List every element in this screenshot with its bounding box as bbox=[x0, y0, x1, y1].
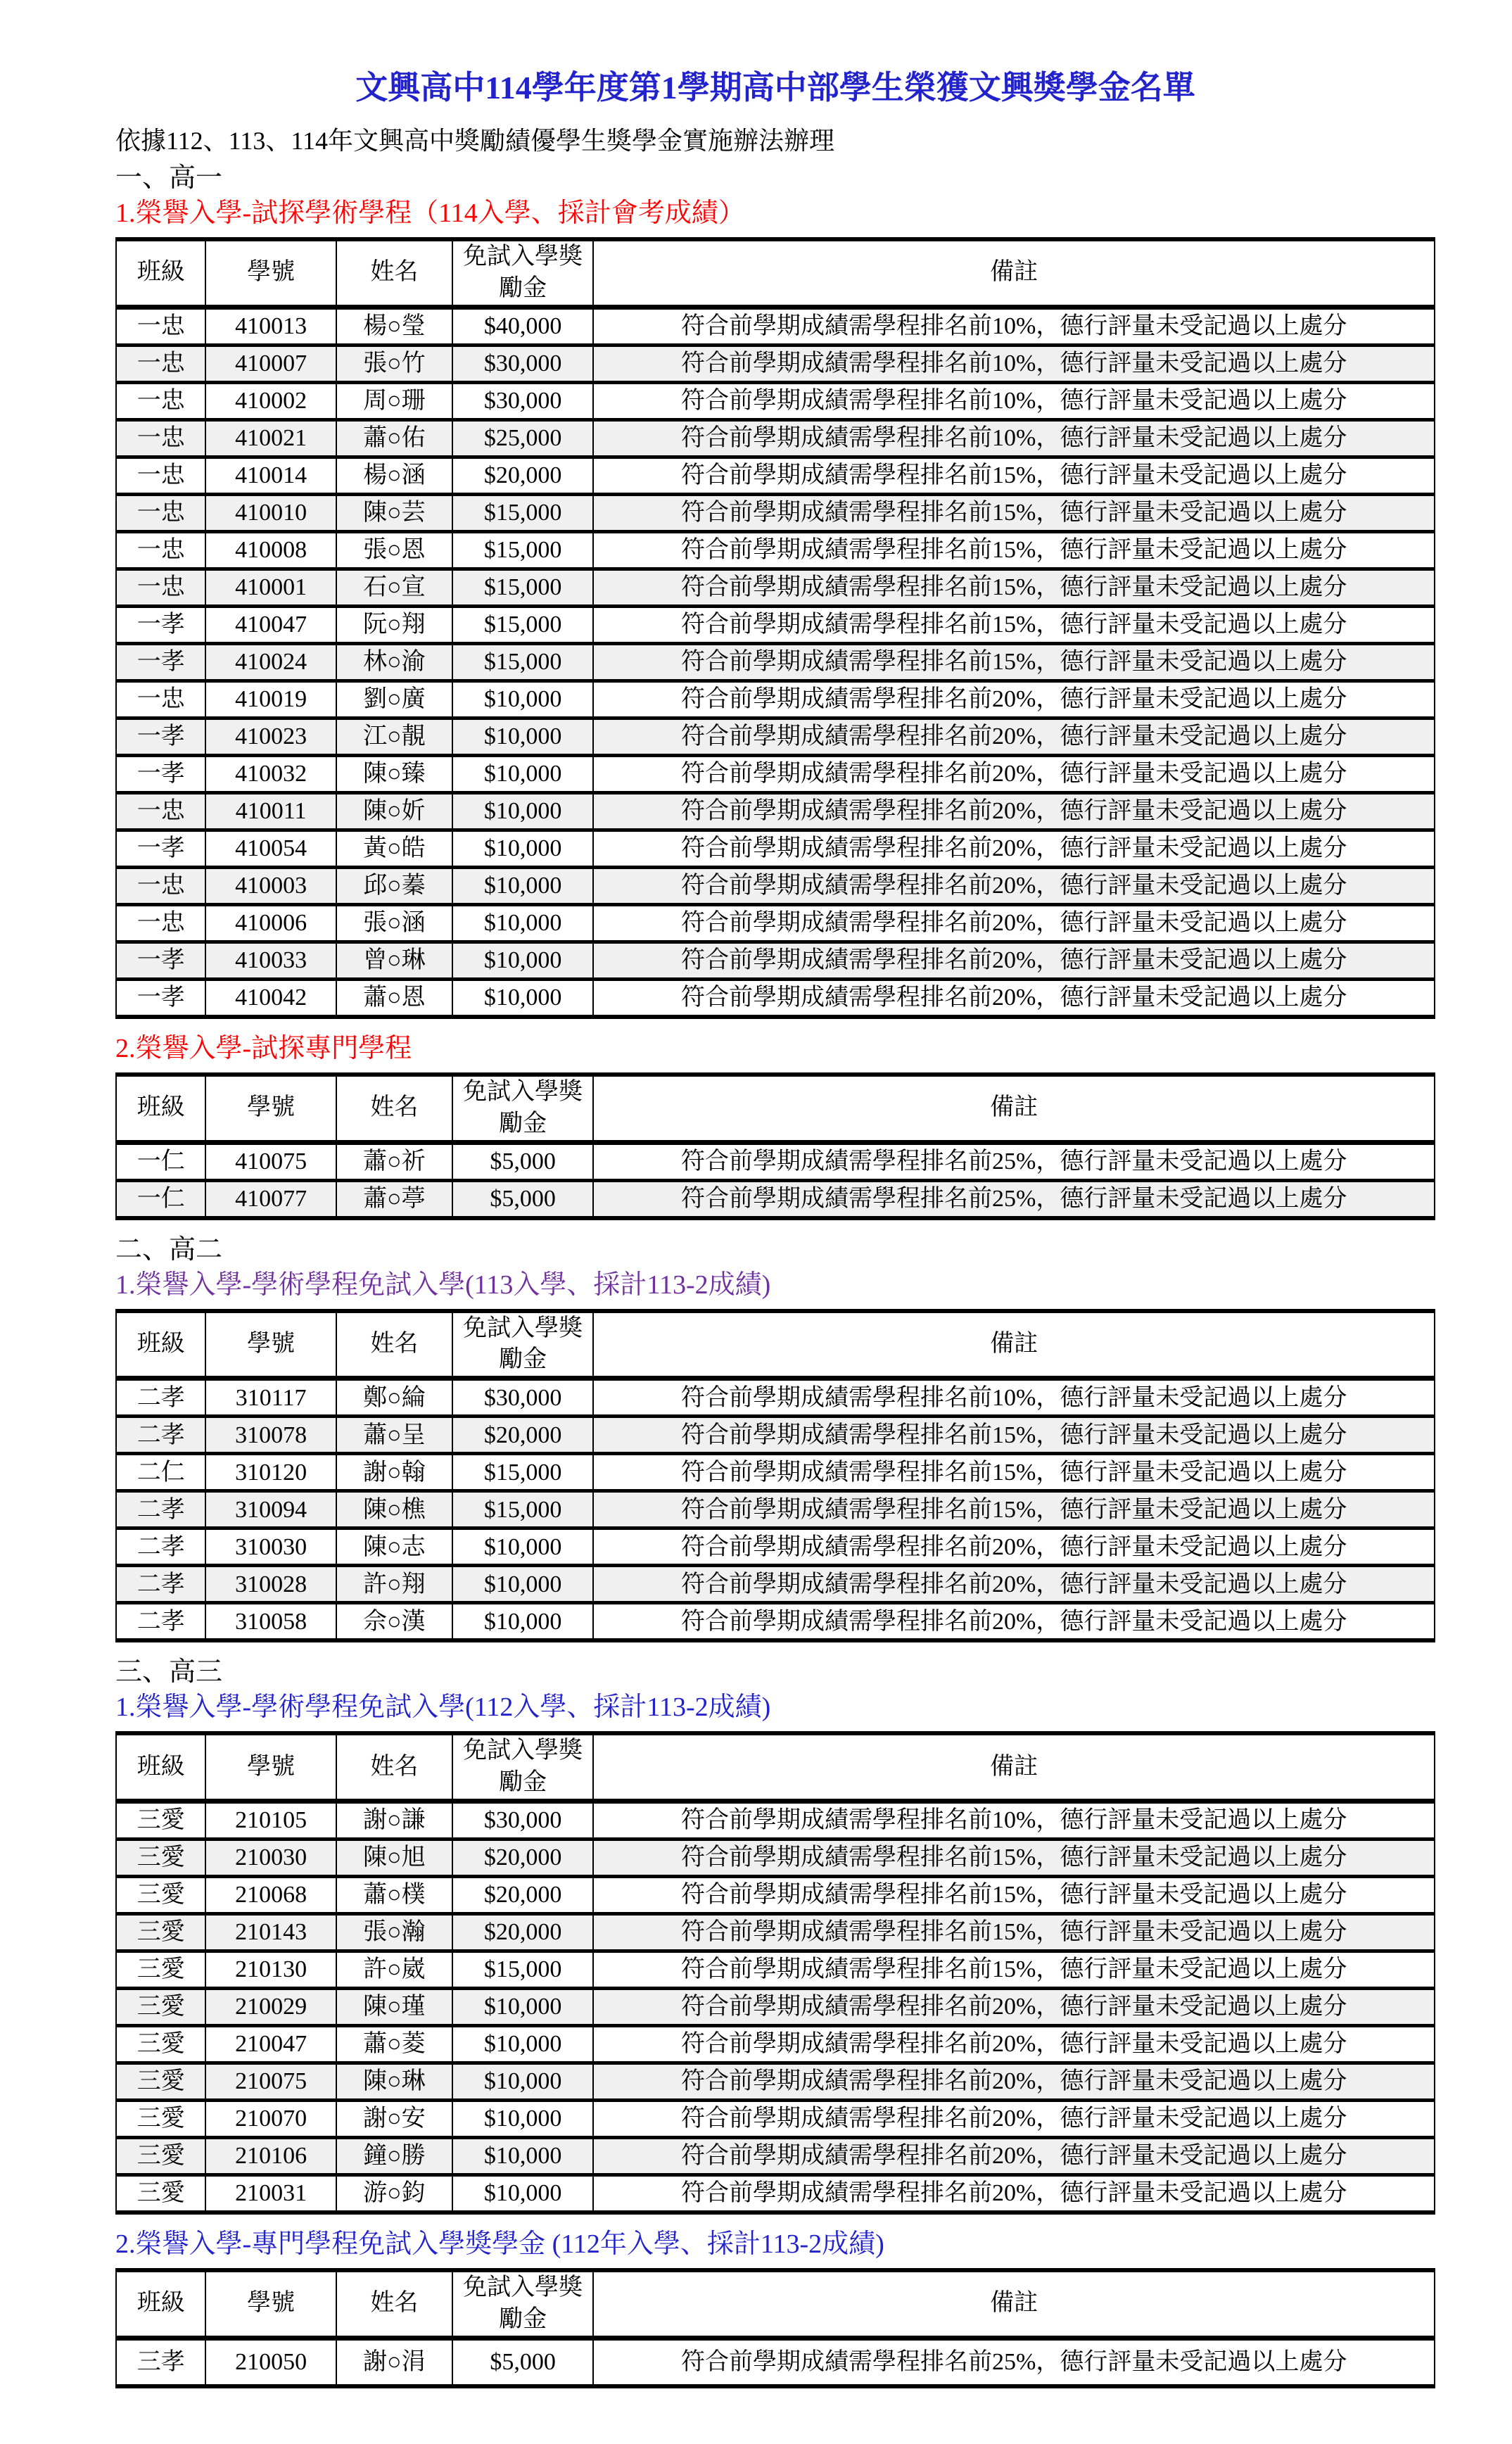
subsection-heading: 2.榮譽入學-專門學程免試入學獎學金 (112年入學、採計113-2成績) bbox=[115, 2229, 884, 2259]
column-header: 班級 bbox=[116, 1075, 205, 1142]
amount-cell: $25,000 bbox=[452, 419, 594, 457]
remark-cell: 符合前學期成績需學程排名前15%，德行評量未受記過以上處分 bbox=[593, 569, 1435, 606]
class-cell: 一忠 bbox=[116, 307, 205, 345]
remark-cell: 符合前學期成績需學程排名前20%，德行評量未受記過以上處分 bbox=[593, 1989, 1435, 2026]
class-cell: 三愛 bbox=[116, 1802, 205, 1840]
name-cell: 張○瀚 bbox=[336, 1914, 452, 1951]
remark-cell: 符合前學期成績需學程排名前25%，德行評量未受記過以上處分 bbox=[593, 1142, 1435, 1180]
class-cell: 一孝 bbox=[116, 942, 205, 979]
table-row bbox=[116, 569, 1435, 606]
scholarship-subsection bbox=[115, 196, 1435, 1019]
student-id-cell: 410011 bbox=[205, 792, 336, 830]
table-row bbox=[116, 1180, 1435, 1218]
remark-cell: 符合前學期成績需學程排名前10%，德行評量未受記過以上處分 bbox=[593, 307, 1435, 345]
table-header-row bbox=[116, 1075, 1435, 1142]
class-cell: 一孝 bbox=[116, 718, 205, 755]
name-cell: 江○靚 bbox=[336, 718, 452, 755]
class-cell: 一忠 bbox=[116, 569, 205, 606]
table-header-row bbox=[116, 1733, 1435, 1801]
subsection-heading: 2.榮譽入學-試探專門學程 bbox=[115, 1033, 412, 1063]
name-cell: 鄭○綸 bbox=[336, 1379, 452, 1417]
class-cell: 三愛 bbox=[116, 2175, 205, 2213]
class-cell: 三愛 bbox=[116, 1951, 205, 1989]
table-row bbox=[116, 2101, 1435, 2138]
student-id-cell: 210105 bbox=[205, 1802, 336, 1840]
table-row bbox=[116, 382, 1435, 419]
amount-cell: $15,000 bbox=[452, 643, 594, 680]
amount-cell: $20,000 bbox=[452, 457, 594, 494]
column-header: 備註 bbox=[593, 1311, 1435, 1379]
amount-cell: $10,000 bbox=[452, 830, 594, 867]
name-cell: 謝○翰 bbox=[336, 1454, 452, 1491]
column-header: 備註 bbox=[593, 239, 1435, 307]
table-row bbox=[116, 1566, 1435, 1603]
column-header: 學號 bbox=[205, 2270, 336, 2338]
table-row bbox=[116, 2175, 1435, 2213]
column-header: 學號 bbox=[205, 1311, 336, 1379]
remark-cell: 符合前學期成績需學程排名前10%，德行評量未受記過以上處分 bbox=[593, 1379, 1435, 1417]
remark-cell: 符合前學期成績需學程排名前10%，德行評量未受記過以上處分 bbox=[593, 1802, 1435, 1840]
student-id-cell: 410021 bbox=[205, 419, 336, 457]
grade-section bbox=[115, 161, 1435, 1220]
name-cell: 許○崴 bbox=[336, 1951, 452, 1989]
name-cell: 蕭○呈 bbox=[336, 1417, 452, 1454]
student-id-cell: 410014 bbox=[205, 457, 336, 494]
class-cell: 三愛 bbox=[116, 2026, 205, 2063]
amount-cell: $15,000 bbox=[452, 606, 594, 643]
remark-cell: 符合前學期成績需學程排名前15%，德行評量未受記過以上處分 bbox=[593, 1840, 1435, 1877]
class-cell: 三愛 bbox=[116, 1877, 205, 1914]
name-cell: 張○涵 bbox=[336, 904, 452, 942]
amount-cell: $20,000 bbox=[452, 1417, 594, 1454]
student-id-cell: 210075 bbox=[205, 2063, 336, 2101]
scholarship-table bbox=[115, 1731, 1435, 2215]
column-header: 姓名 bbox=[336, 1733, 452, 1801]
class-cell: 一忠 bbox=[116, 494, 205, 531]
name-cell: 蕭○佑 bbox=[336, 419, 452, 457]
class-cell: 二孝 bbox=[116, 1417, 205, 1454]
remark-cell: 符合前學期成績需學程排名前20%，德行評量未受記過以上處分 bbox=[593, 942, 1435, 979]
table-body bbox=[116, 307, 1435, 1017]
remark-cell: 符合前學期成績需學程排名前15%，德行評量未受記過以上處分 bbox=[593, 494, 1435, 531]
amount-cell: $10,000 bbox=[452, 2175, 594, 2213]
amount-cell: $10,000 bbox=[452, 1528, 594, 1566]
amount-cell: $20,000 bbox=[452, 1840, 594, 1877]
remark-cell: 符合前學期成績需學程排名前15%，德行評量未受記過以上處分 bbox=[593, 457, 1435, 494]
student-id-cell: 410077 bbox=[205, 1180, 336, 1218]
student-id-cell: 210029 bbox=[205, 1989, 336, 2026]
name-cell: 陳○琳 bbox=[336, 2063, 452, 2101]
column-header: 免試入學獎勵金 bbox=[452, 239, 594, 307]
column-header: 學號 bbox=[205, 1075, 336, 1142]
table-row bbox=[116, 1454, 1435, 1491]
table-row bbox=[116, 531, 1435, 569]
amount-cell: $10,000 bbox=[452, 2026, 594, 2063]
amount-cell: $30,000 bbox=[452, 345, 594, 382]
table-row bbox=[116, 1802, 1435, 1840]
amount-cell: $20,000 bbox=[452, 1877, 594, 1914]
name-cell: 陳○樵 bbox=[336, 1491, 452, 1528]
table-header-row bbox=[116, 239, 1435, 307]
remark-cell: 符合前學期成績需學程排名前20%，德行評量未受記過以上處分 bbox=[593, 792, 1435, 830]
name-cell: 張○竹 bbox=[336, 345, 452, 382]
class-cell: 一忠 bbox=[116, 345, 205, 382]
name-cell: 鐘○勝 bbox=[336, 2138, 452, 2175]
column-header: 備註 bbox=[593, 1075, 1435, 1142]
amount-cell: $10,000 bbox=[452, 755, 594, 792]
amount-cell: $30,000 bbox=[452, 1379, 594, 1417]
student-id-cell: 310058 bbox=[205, 1603, 336, 1641]
table-row bbox=[116, 867, 1435, 904]
name-cell: 張○恩 bbox=[336, 531, 452, 569]
class-cell: 三愛 bbox=[116, 1989, 205, 2026]
remark-cell: 符合前學期成績需學程排名前15%，德行評量未受記過以上處分 bbox=[593, 531, 1435, 569]
class-cell: 一忠 bbox=[116, 867, 205, 904]
name-cell: 蕭○菱 bbox=[336, 2026, 452, 2063]
table-row bbox=[116, 904, 1435, 942]
column-header: 備註 bbox=[593, 1733, 1435, 1801]
amount-cell: $15,000 bbox=[452, 569, 594, 606]
column-header: 姓名 bbox=[336, 1311, 452, 1379]
amount-cell: $10,000 bbox=[452, 718, 594, 755]
amount-cell: $5,000 bbox=[452, 1142, 594, 1180]
name-cell: 蕭○祈 bbox=[336, 1142, 452, 1180]
name-cell: 蕭○葶 bbox=[336, 1180, 452, 1218]
student-id-cell: 210130 bbox=[205, 1951, 336, 1989]
student-id-cell: 210030 bbox=[205, 1840, 336, 1877]
column-header: 姓名 bbox=[336, 239, 452, 307]
remark-cell: 符合前學期成績需學程排名前25%，德行評量未受記過以上處分 bbox=[593, 2338, 1435, 2386]
student-id-cell: 310117 bbox=[205, 1379, 336, 1417]
amount-cell: $30,000 bbox=[452, 382, 594, 419]
name-cell: 石○宣 bbox=[336, 569, 452, 606]
class-cell: 一孝 bbox=[116, 643, 205, 680]
table-body bbox=[116, 1802, 1435, 2213]
column-header: 學號 bbox=[205, 1733, 336, 1801]
student-id-cell: 410003 bbox=[205, 867, 336, 904]
amount-cell: $10,000 bbox=[452, 867, 594, 904]
remark-cell: 符合前學期成績需學程排名前20%，德行評量未受記過以上處分 bbox=[593, 1566, 1435, 1603]
student-id-cell: 210068 bbox=[205, 1877, 336, 1914]
column-header: 備註 bbox=[593, 2270, 1435, 2338]
remark-cell: 符合前學期成績需學程排名前20%，德行評量未受記過以上處分 bbox=[593, 2138, 1435, 2175]
grade-section bbox=[115, 1233, 1435, 1643]
table-row bbox=[116, 1491, 1435, 1528]
amount-cell: $10,000 bbox=[452, 2101, 594, 2138]
name-cell: 楊○涵 bbox=[336, 457, 452, 494]
class-cell: 一忠 bbox=[116, 792, 205, 830]
student-id-cell: 410006 bbox=[205, 904, 336, 942]
student-id-cell: 410033 bbox=[205, 942, 336, 979]
class-cell: 一忠 bbox=[116, 419, 205, 457]
scholarship-subsection bbox=[115, 1690, 1435, 2215]
table-row bbox=[116, 419, 1435, 457]
remark-cell: 符合前學期成績需學程排名前15%，德行評量未受記過以上處分 bbox=[593, 1914, 1435, 1951]
amount-cell: $10,000 bbox=[452, 792, 594, 830]
class-cell: 三愛 bbox=[116, 2063, 205, 2101]
column-header: 免試入學獎勵金 bbox=[452, 2270, 594, 2338]
section-heading: 一、高一 bbox=[115, 163, 223, 193]
table-row bbox=[116, 1142, 1435, 1180]
name-cell: 陳○臻 bbox=[336, 755, 452, 792]
column-header: 班級 bbox=[116, 2270, 205, 2338]
student-id-cell: 410024 bbox=[205, 643, 336, 680]
table-row bbox=[116, 830, 1435, 867]
class-cell: 一忠 bbox=[116, 680, 205, 718]
student-id-cell: 410023 bbox=[205, 718, 336, 755]
subsection-heading: 1.榮譽入學-學術學程免試入學(112入學、採計113-2成績) bbox=[115, 1692, 771, 1723]
student-id-cell: 310028 bbox=[205, 1566, 336, 1603]
class-cell: 三愛 bbox=[116, 2101, 205, 2138]
class-cell: 三孝 bbox=[116, 2338, 205, 2386]
scholarship-table bbox=[115, 2268, 1435, 2388]
name-cell: 楊○瑩 bbox=[336, 307, 452, 345]
name-cell: 蕭○樸 bbox=[336, 1877, 452, 1914]
amount-cell: $15,000 bbox=[452, 1491, 594, 1528]
amount-cell: $10,000 bbox=[452, 904, 594, 942]
remark-cell: 符合前學期成績需學程排名前15%，德行評量未受記過以上處分 bbox=[593, 643, 1435, 680]
table-body bbox=[116, 1142, 1435, 1218]
scholarship-table bbox=[115, 1072, 1435, 1220]
name-cell: 周○珊 bbox=[336, 382, 452, 419]
student-id-cell: 210106 bbox=[205, 2138, 336, 2175]
page-title: 文興高中114學年度第1學期高中部學生榮獲文興獎學金名單 bbox=[355, 70, 1195, 106]
class-cell: 一仁 bbox=[116, 1180, 205, 1218]
student-id-cell: 410075 bbox=[205, 1142, 336, 1180]
student-id-cell: 410013 bbox=[205, 307, 336, 345]
table-row bbox=[116, 2338, 1435, 2386]
class-cell: 二孝 bbox=[116, 1379, 205, 1417]
student-id-cell: 410002 bbox=[205, 382, 336, 419]
name-cell: 謝○謙 bbox=[336, 1802, 452, 1840]
table-row bbox=[116, 979, 1435, 1017]
name-cell: 蕭○恩 bbox=[336, 979, 452, 1017]
name-cell: 陳○妡 bbox=[336, 792, 452, 830]
amount-cell: $15,000 bbox=[452, 1951, 594, 1989]
name-cell: 謝○涓 bbox=[336, 2338, 452, 2386]
grade-section bbox=[115, 1655, 1435, 2388]
name-cell: 曾○琳 bbox=[336, 942, 452, 979]
amount-cell: $15,000 bbox=[452, 494, 594, 531]
table-body bbox=[116, 1379, 1435, 1641]
student-id-cell: 210070 bbox=[205, 2101, 336, 2138]
student-id-cell: 410047 bbox=[205, 606, 336, 643]
section-heading: 二、高二 bbox=[115, 1234, 223, 1265]
table-row bbox=[116, 2138, 1435, 2175]
table-row bbox=[116, 1840, 1435, 1877]
remark-cell: 符合前學期成績需學程排名前20%，德行評量未受記過以上處分 bbox=[593, 718, 1435, 755]
class-cell: 二仁 bbox=[116, 1454, 205, 1491]
table-row bbox=[116, 792, 1435, 830]
class-cell: 一仁 bbox=[116, 1142, 205, 1180]
class-cell: 一忠 bbox=[116, 531, 205, 569]
column-header: 班級 bbox=[116, 1311, 205, 1379]
name-cell: 陳○瑾 bbox=[336, 1989, 452, 2026]
scholarship-subsection bbox=[115, 1032, 1435, 1220]
remark-cell: 符合前學期成績需學程排名前20%，德行評量未受記過以上處分 bbox=[593, 1603, 1435, 1641]
column-header: 學號 bbox=[205, 239, 336, 307]
name-cell: 陳○芸 bbox=[336, 494, 452, 531]
class-cell: 二孝 bbox=[116, 1528, 205, 1566]
intro-text: 依據112、113、114年文興高中獎勵績優學生獎學金實施辦法辦理 bbox=[115, 127, 834, 155]
table-row bbox=[116, 494, 1435, 531]
scholarship-table bbox=[115, 1309, 1435, 1643]
student-id-cell: 410019 bbox=[205, 680, 336, 718]
amount-cell: $10,000 bbox=[452, 1989, 594, 2026]
remark-cell: 符合前學期成績需學程排名前20%，德行評量未受記過以上處分 bbox=[593, 2101, 1435, 2138]
name-cell: 黃○皓 bbox=[336, 830, 452, 867]
sections-container bbox=[115, 161, 1435, 2388]
student-id-cell: 310030 bbox=[205, 1528, 336, 1566]
table-row bbox=[116, 643, 1435, 680]
student-id-cell: 410001 bbox=[205, 569, 336, 606]
name-cell: 陳○旭 bbox=[336, 1840, 452, 1877]
table-row bbox=[116, 718, 1435, 755]
column-header: 免試入學獎勵金 bbox=[452, 1733, 594, 1801]
remark-cell: 符合前學期成績需學程排名前20%，德行評量未受記過以上處分 bbox=[593, 680, 1435, 718]
table-header-row bbox=[116, 2270, 1435, 2338]
name-cell: 阮○翔 bbox=[336, 606, 452, 643]
class-cell: 一孝 bbox=[116, 979, 205, 1017]
remark-cell: 符合前學期成績需學程排名前15%，德行評量未受記過以上處分 bbox=[593, 606, 1435, 643]
amount-cell: $10,000 bbox=[452, 2063, 594, 2101]
class-cell: 二孝 bbox=[116, 1491, 205, 1528]
amount-cell: $10,000 bbox=[452, 942, 594, 979]
remark-cell: 符合前學期成績需學程排名前20%，德行評量未受記過以上處分 bbox=[593, 755, 1435, 792]
table-row bbox=[116, 1528, 1435, 1566]
class-cell: 一忠 bbox=[116, 904, 205, 942]
table-row bbox=[116, 1989, 1435, 2026]
amount-cell: $30,000 bbox=[452, 1802, 594, 1840]
remark-cell: 符合前學期成績需學程排名前20%，德行評量未受記過以上處分 bbox=[593, 830, 1435, 867]
remark-cell: 符合前學期成績需學程排名前20%，德行評量未受記過以上處分 bbox=[593, 2026, 1435, 2063]
name-cell: 游○鈞 bbox=[336, 2175, 452, 2213]
table-row bbox=[116, 1379, 1435, 1417]
name-cell: 邱○蓁 bbox=[336, 867, 452, 904]
column-header: 姓名 bbox=[336, 2270, 452, 2338]
class-cell: 三愛 bbox=[116, 2138, 205, 2175]
remark-cell: 符合前學期成績需學程排名前20%，德行評量未受記過以上處分 bbox=[593, 867, 1435, 904]
student-id-cell: 310078 bbox=[205, 1417, 336, 1454]
subsection-heading: 1.榮譽入學-學術學程免試入學(113入學、採計113-2成績) bbox=[115, 1270, 771, 1300]
column-header: 姓名 bbox=[336, 1075, 452, 1142]
class-cell: 一孝 bbox=[116, 755, 205, 792]
student-id-cell: 410007 bbox=[205, 345, 336, 382]
remark-cell: 符合前學期成績需學程排名前10%，德行評量未受記過以上處分 bbox=[593, 419, 1435, 457]
remark-cell: 符合前學期成績需學程排名前20%，德行評量未受記過以上處分 bbox=[593, 2063, 1435, 2101]
table-row bbox=[116, 2026, 1435, 2063]
name-cell: 謝○安 bbox=[336, 2101, 452, 2138]
student-id-cell: 410042 bbox=[205, 979, 336, 1017]
table-row bbox=[116, 1914, 1435, 1951]
table-row bbox=[116, 1877, 1435, 1914]
amount-cell: $10,000 bbox=[452, 2138, 594, 2175]
table-row bbox=[116, 457, 1435, 494]
column-header: 免試入學獎勵金 bbox=[452, 1075, 594, 1142]
amount-cell: $10,000 bbox=[452, 979, 594, 1017]
name-cell: 林○渝 bbox=[336, 643, 452, 680]
student-id-cell: 410054 bbox=[205, 830, 336, 867]
amount-cell: $15,000 bbox=[452, 531, 594, 569]
student-id-cell: 210031 bbox=[205, 2175, 336, 2213]
name-cell: 佘○漢 bbox=[336, 1603, 452, 1641]
name-cell: 劉○廣 bbox=[336, 680, 452, 718]
student-id-cell: 310120 bbox=[205, 1454, 336, 1491]
table-row bbox=[116, 680, 1435, 718]
table-row bbox=[116, 606, 1435, 643]
amount-cell: $20,000 bbox=[452, 1914, 594, 1951]
table-row bbox=[116, 1951, 1435, 1989]
student-id-cell: 210047 bbox=[205, 2026, 336, 2063]
amount-cell: $15,000 bbox=[452, 1454, 594, 1491]
student-id-cell: 310094 bbox=[205, 1491, 336, 1528]
student-id-cell: 410008 bbox=[205, 531, 336, 569]
student-id-cell: 410010 bbox=[205, 494, 336, 531]
table-row bbox=[116, 755, 1435, 792]
column-header: 免試入學獎勵金 bbox=[452, 1311, 594, 1379]
scholarship-table bbox=[115, 237, 1435, 1019]
table-row bbox=[116, 1603, 1435, 1641]
table-row bbox=[116, 2063, 1435, 2101]
table-row bbox=[116, 942, 1435, 979]
remark-cell: 符合前學期成績需學程排名前15%，德行評量未受記過以上處分 bbox=[593, 1951, 1435, 1989]
scholarship-subsection bbox=[115, 1268, 1435, 1643]
class-cell: 二孝 bbox=[116, 1566, 205, 1603]
class-cell: 一忠 bbox=[116, 382, 205, 419]
name-cell: 陳○志 bbox=[336, 1528, 452, 1566]
remark-cell: 符合前學期成績需學程排名前15%，德行評量未受記過以上處分 bbox=[593, 1877, 1435, 1914]
amount-cell: $10,000 bbox=[452, 1566, 594, 1603]
student-id-cell: 410032 bbox=[205, 755, 336, 792]
amount-cell: $5,000 bbox=[452, 2338, 594, 2386]
remark-cell: 符合前學期成績需學程排名前25%，德行評量未受記過以上處分 bbox=[593, 1180, 1435, 1218]
remark-cell: 符合前學期成績需學程排名前10%，德行評量未受記過以上處分 bbox=[593, 345, 1435, 382]
column-header: 班級 bbox=[116, 239, 205, 307]
class-cell: 一忠 bbox=[116, 457, 205, 494]
remark-cell: 符合前學期成績需學程排名前20%，德行評量未受記過以上處分 bbox=[593, 904, 1435, 942]
class-cell: 三愛 bbox=[116, 1840, 205, 1877]
table-row bbox=[116, 1417, 1435, 1454]
amount-cell: $10,000 bbox=[452, 680, 594, 718]
remark-cell: 符合前學期成績需學程排名前15%，德行評量未受記過以上處分 bbox=[593, 1491, 1435, 1528]
scholarship-subsection bbox=[115, 2227, 1435, 2388]
student-id-cell: 210143 bbox=[205, 1914, 336, 1951]
table-body bbox=[116, 2338, 1435, 2386]
class-cell: 一孝 bbox=[116, 830, 205, 867]
class-cell: 一孝 bbox=[116, 606, 205, 643]
table-header-row bbox=[116, 1311, 1435, 1379]
remark-cell: 符合前學期成績需學程排名前20%，德行評量未受記過以上處分 bbox=[593, 979, 1435, 1017]
remark-cell: 符合前學期成績需學程排名前15%，德行評量未受記過以上處分 bbox=[593, 1454, 1435, 1491]
remark-cell: 符合前學期成績需學程排名前20%，德行評量未受記過以上處分 bbox=[593, 1528, 1435, 1566]
table-row bbox=[116, 345, 1435, 382]
column-header: 班級 bbox=[116, 1733, 205, 1801]
section-heading: 三、高三 bbox=[115, 1657, 223, 1688]
table-row bbox=[116, 307, 1435, 345]
subsection-heading: 1.榮譽入學-試探學術學程（114入學、採計會考成績） bbox=[115, 198, 745, 228]
amount-cell: $10,000 bbox=[452, 1603, 594, 1641]
name-cell: 許○翔 bbox=[336, 1566, 452, 1603]
amount-cell: $40,000 bbox=[452, 307, 594, 345]
remark-cell: 符合前學期成績需學程排名前20%，德行評量未受記過以上處分 bbox=[593, 2175, 1435, 2213]
student-id-cell: 210050 bbox=[205, 2338, 336, 2386]
class-cell: 二孝 bbox=[116, 1603, 205, 1641]
class-cell: 三愛 bbox=[116, 1914, 205, 1951]
remark-cell: 符合前學期成績需學程排名前10%，德行評量未受記過以上處分 bbox=[593, 382, 1435, 419]
amount-cell: $5,000 bbox=[452, 1180, 594, 1218]
remark-cell: 符合前學期成績需學程排名前15%，德行評量未受記過以上處分 bbox=[593, 1417, 1435, 1454]
